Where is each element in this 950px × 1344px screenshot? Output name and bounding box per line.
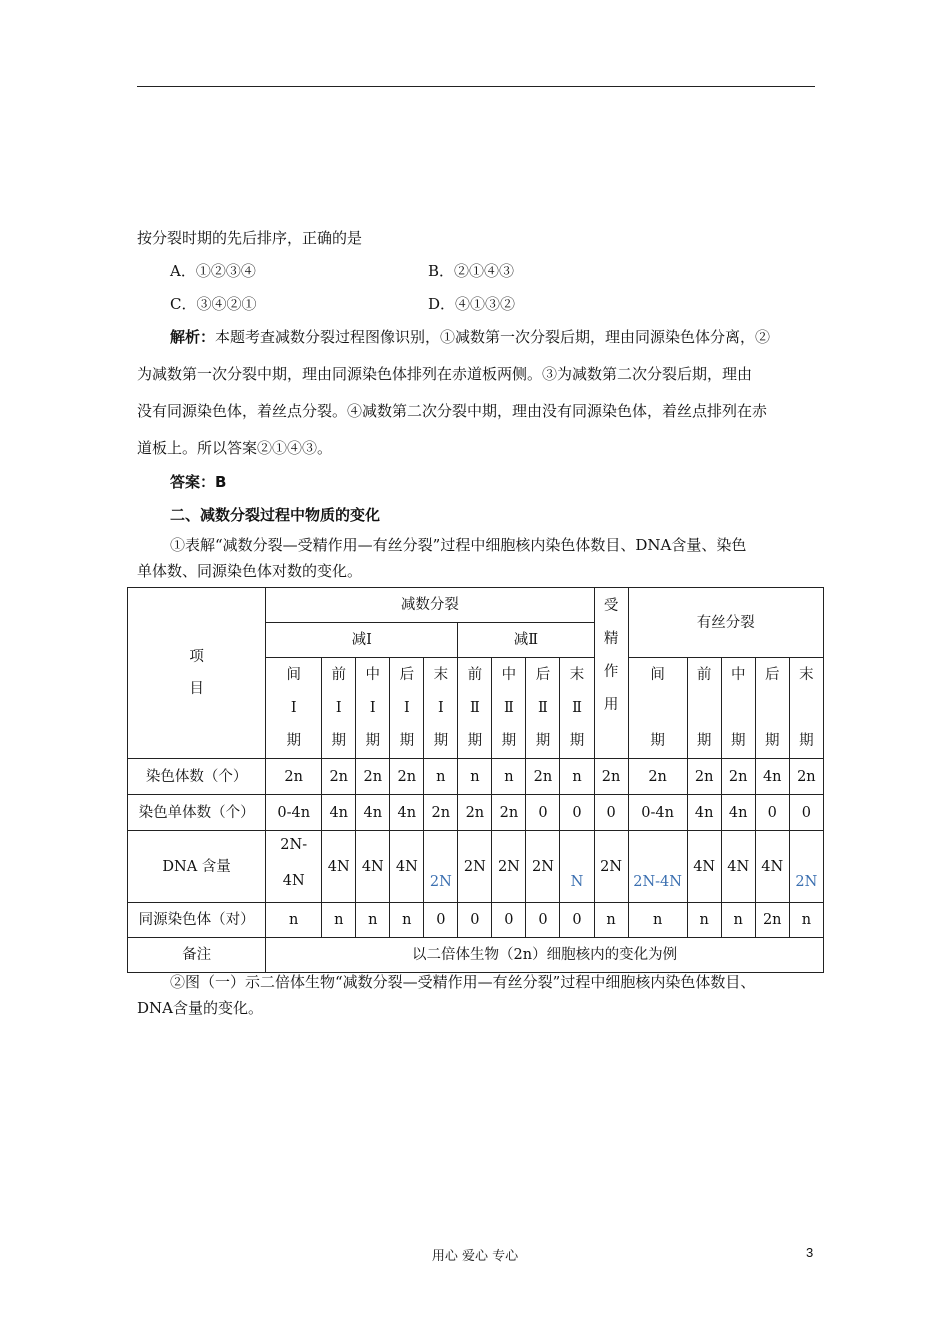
page-number: 3 — [806, 1245, 814, 1260]
chromosome-cell: n — [424, 759, 458, 795]
chromatid-cell: 2n — [424, 795, 458, 831]
homolog-cell: 2n — [755, 903, 789, 938]
chromatid-cell: 4n — [687, 795, 721, 831]
chromosome-cell: 2n — [390, 759, 424, 795]
phase-header: 前 期 — [687, 658, 721, 759]
homolog-cell: n — [721, 903, 755, 938]
intro-line-1: ①表解“减数分裂—受精作用—有丝分裂”过程中细胞核内染色体数目、DNA含量、染色 — [170, 536, 747, 554]
dna-cell: 2N — [458, 831, 492, 903]
chromosome-cell: 2n — [789, 759, 823, 795]
chromatid-cell: 0-4n — [628, 795, 687, 831]
chromosome-label: 染色体数（个） — [128, 759, 266, 795]
phase-header: 中 Ⅱ 期 — [492, 658, 526, 759]
homolog-cell: 0 — [560, 903, 594, 938]
homolog-cell: n — [687, 903, 721, 938]
chromatid-cell: 0 — [526, 795, 560, 831]
chromatid-cell: 4n — [322, 795, 356, 831]
chromosome-cell: 2n — [526, 759, 560, 795]
analysis-line-1: 解析：本题考查减数分裂过程图像识别，①减数第一次分裂后期，理由同源染色体分离，② — [170, 328, 771, 346]
option-c: C．③④②① — [170, 295, 257, 313]
phase-header: 中 Ⅰ 期 — [356, 658, 390, 759]
dna-cell: 2N — [594, 831, 628, 903]
chromosome-cell: n — [560, 759, 594, 795]
closing-line-2: DNA含量的变化。 — [137, 999, 263, 1017]
phase-header: 末 期 — [789, 658, 823, 759]
table-row — [128, 903, 824, 938]
dna-cell: N — [560, 831, 594, 903]
phase-header: 后 期 — [755, 658, 789, 759]
page-footer: 用心 爱心 专心 — [431, 1249, 519, 1264]
dna-cell: 4N — [322, 831, 356, 903]
note-text: 以二倍体生物（2n）细胞核内的变化为例 — [266, 938, 824, 973]
homolog-cell: 0 — [458, 903, 492, 938]
phase-header: 间 期 — [628, 658, 687, 759]
homolog-cell: 0 — [424, 903, 458, 938]
phase-header: 前 Ⅰ 期 — [322, 658, 356, 759]
chromatid-label: 染色单体数（个） — [128, 795, 266, 831]
mitosis-header: 有丝分裂 — [628, 588, 823, 658]
dna-cell: 4N — [755, 831, 789, 903]
chromosome-cell: 2n — [322, 759, 356, 795]
phase-header: 后 Ⅱ 期 — [526, 658, 560, 759]
homolog-cell: n — [628, 903, 687, 938]
option-b: B．②①④③ — [428, 262, 515, 280]
chromosome-cell: 2n — [687, 759, 721, 795]
phase-header: 中 期 — [721, 658, 755, 759]
analysis-line-3: 没有同源染色体，着丝点分裂。④减数第二次分裂中期，理由没有同源染色体，着丝点排列在赤 — [137, 402, 768, 420]
chromosome-cell: 2n — [721, 759, 755, 795]
chromatid-cell: 0 — [755, 795, 789, 831]
dna-cell: 2N-4N — [628, 831, 687, 903]
homolog-cell: n — [594, 903, 628, 938]
phase-header: 末 Ⅱ 期 — [560, 658, 594, 759]
chromatid-cell: 0 — [789, 795, 823, 831]
option-d: D．④①③② — [428, 295, 516, 313]
table-row — [128, 795, 824, 831]
note-row — [128, 938, 824, 973]
chromosome-cell: 2n — [594, 759, 628, 795]
fertilization-header: 受 精 作 用 — [594, 588, 628, 759]
section-title: 二、减数分裂过程中物质的变化 — [170, 506, 381, 524]
chromatid-cell: 0-4n — [266, 795, 322, 831]
chromosome-cell: 4n — [755, 759, 789, 795]
analysis-line-2: 为减数第一次分裂中期，理由同源染色体排列在赤道板两侧。③为减数第二次分裂后期，理由 — [137, 365, 753, 383]
option-a: A．①②③④ — [170, 262, 256, 280]
intro-line-2: 单体数、同源染色体对数的变化。 — [137, 562, 363, 580]
dna-cell: 4N — [687, 831, 721, 903]
item-header: 项 目 — [128, 588, 266, 759]
meiosis2-header: 减Ⅱ — [458, 623, 594, 658]
chromosome-cell: 2n — [356, 759, 390, 795]
chromatid-cell: 0 — [594, 795, 628, 831]
homolog-cell: n — [322, 903, 356, 938]
homolog-cell: n — [789, 903, 823, 938]
homolog-cell: n — [356, 903, 390, 938]
chromatid-cell: 4n — [390, 795, 424, 831]
chromatid-cell: 2n — [492, 795, 526, 831]
homolog-cell: 0 — [492, 903, 526, 938]
material-change-table — [127, 587, 824, 973]
chromatid-cell: 2n — [458, 795, 492, 831]
homolog-cell: n — [266, 903, 322, 938]
meiosis-header: 减数分裂 — [266, 588, 594, 623]
answer: 答案：B — [170, 473, 227, 491]
homolog-cell: 0 — [526, 903, 560, 938]
phase-header: 前 Ⅱ 期 — [458, 658, 492, 759]
phase-header: 末 Ⅰ 期 — [424, 658, 458, 759]
chromosome-cell: 2n — [266, 759, 322, 795]
dna-cell: 4N — [390, 831, 424, 903]
header-rule — [137, 86, 815, 87]
chromatid-cell: 0 — [560, 795, 594, 831]
closing-line-1: ②图（一）示二倍体生物“减数分裂—受精作用—有丝分裂”过程中细胞核内染色体数目、 — [170, 973, 756, 991]
chromatid-cell: 4n — [721, 795, 755, 831]
dna-label: DNA 含量 — [128, 831, 266, 903]
table-row — [128, 831, 824, 903]
homolog-cell: n — [390, 903, 424, 938]
dna-cell: 2N — [492, 831, 526, 903]
dna-cell: 2N- 4N — [266, 831, 322, 903]
dna-cell: 4N — [721, 831, 755, 903]
question-prompt: 按分裂时期的先后排序，正确的是 — [137, 229, 363, 247]
analysis-label: 解析： — [170, 328, 216, 346]
phase-header: 后 Ⅰ 期 — [390, 658, 424, 759]
dna-cell: 2N — [789, 831, 823, 903]
homolog-label: 同源染色体（对） — [128, 903, 266, 938]
dna-cell: 2N — [424, 831, 458, 903]
meiosis1-header: 减Ⅰ — [266, 623, 458, 658]
table-row — [128, 759, 824, 795]
chromosome-cell: n — [458, 759, 492, 795]
analysis-line-4: 道板上。所以答案②①④③。 — [137, 439, 333, 457]
chromosome-cell: n — [492, 759, 526, 795]
note-label: 备注 — [128, 938, 266, 973]
dna-cell: 2N — [526, 831, 560, 903]
phase-header: 间 Ⅰ 期 — [266, 658, 322, 759]
dna-cell: 4N — [356, 831, 390, 903]
chromatid-cell: 4n — [356, 795, 390, 831]
chromosome-cell: 2n — [628, 759, 687, 795]
